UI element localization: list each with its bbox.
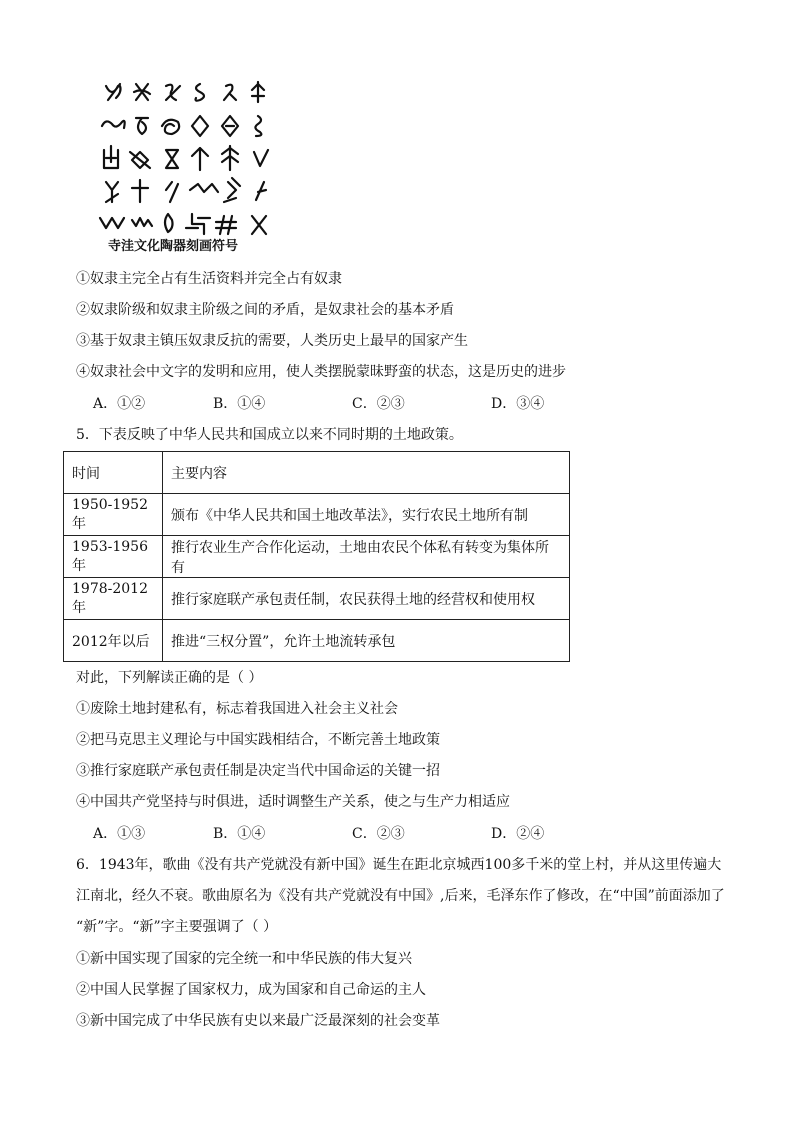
q4-option-b[interactable]: B．①④ <box>213 396 266 412</box>
table-cell-period: 2012年以后 <box>64 620 163 662</box>
q5-statement-2: ②把马克思主义理论与中国实践相结合，不断完善土地政策 <box>76 732 440 748</box>
q6-statement-2: ②中国人民掌握了国家权力，成为国家和自己命运的主人 <box>76 982 426 998</box>
table-cell-period: 1950-1952年 <box>64 494 163 536</box>
q5-option-d[interactable]: D．②④ <box>491 826 545 842</box>
q6-stem-line-3: “新”字。“新”字主要强调了（ ） <box>76 919 278 935</box>
q5-stem: 5．下表反映了中华人民共和国成立以来不同时期的土地政策。 <box>76 427 463 443</box>
q5-question: 对此，下列解读正确的是（ ） <box>76 670 263 686</box>
table-header-content: 主要内容 <box>163 452 570 494</box>
table-cell-content: 颁布《中华人民共和国土地改革法》，实行农民土地所有制 <box>163 494 570 536</box>
pottery-symbols-figure <box>96 78 276 238</box>
q4-option-a[interactable]: A．①② <box>93 396 146 412</box>
q4-option-c[interactable]: C．②③ <box>352 396 405 412</box>
q4-option-d[interactable]: D．③④ <box>491 396 545 412</box>
table-cell-content: 推行家庭联产承包责任制，农民获得土地的经营权和使用权 <box>163 578 570 620</box>
q4-statement-1: ①奴隶主完全占有生活资料并完全占有奴隶 <box>76 271 342 287</box>
table-row <box>64 578 570 620</box>
table-row <box>64 494 570 536</box>
q5-option-c[interactable]: C．②③ <box>352 826 405 842</box>
table-cell-content: 推行农业生产合作化运动，土地由农民个体私有转变为集体所有 <box>163 536 570 578</box>
table-row <box>64 536 570 578</box>
table-cell-period: 1953-1956年 <box>64 536 163 578</box>
q4-statement-3: ③基于奴隶主镇压奴隶反抗的需要，人类历史上最早的国家产生 <box>76 333 468 349</box>
land-policy-table <box>63 451 570 662</box>
q5-statement-3: ③推行家庭联产承包责任制是决定当代中国命运的关键一招 <box>76 763 440 779</box>
table-cell-content: 推进“三权分置”，允许土地流转承包 <box>163 620 570 662</box>
q6-statement-1: ①新中国实现了国家的完全统一和中华民族的伟大复兴 <box>76 951 412 967</box>
q5-statement-4: ④中国共产党坚持与时俱进，适时调整生产关系，使之与生产力相适应 <box>76 794 510 810</box>
q6-statement-3: ③新中国完成了中华民族有史以来最广泛最深刻的社会变革 <box>76 1013 440 1029</box>
q5-option-b[interactable]: B．①④ <box>213 826 266 842</box>
q4-statement-4: ④奴隶社会中文字的发明和应用，使人类摆脱蒙昧野蛮的状态，这是历史的进步 <box>76 364 566 380</box>
table-cell-period: 1978-2012年 <box>64 578 163 620</box>
table-header-time: 时间 <box>64 452 163 494</box>
table-row <box>64 620 570 662</box>
q6-stem-line-1: 6．1943年，歌曲《没有共产党就没有新中国》诞生在距北京城西100多千米的堂上村，并从这里传遍大 <box>76 857 722 873</box>
table-header-row <box>64 452 570 494</box>
pottery-symbols-image <box>96 78 276 238</box>
q4-statement-2: ②奴隶阶级和奴隶主阶级之间的矛盾，是奴隶社会的基本矛盾 <box>76 302 454 318</box>
q5-statement-1: ①废除土地封建私有，标志着我国进入社会主义社会 <box>76 701 398 717</box>
figure-caption: 寺洼文化陶器刻画符号 <box>108 239 239 254</box>
q6-stem-line-2: 江南北，经久不衰。歌曲原名为《没有共产党就没有中国》,后来，毛泽东作了修改，在“中国”前面添加了 <box>76 888 725 904</box>
q5-option-a[interactable]: A．①③ <box>93 826 146 842</box>
